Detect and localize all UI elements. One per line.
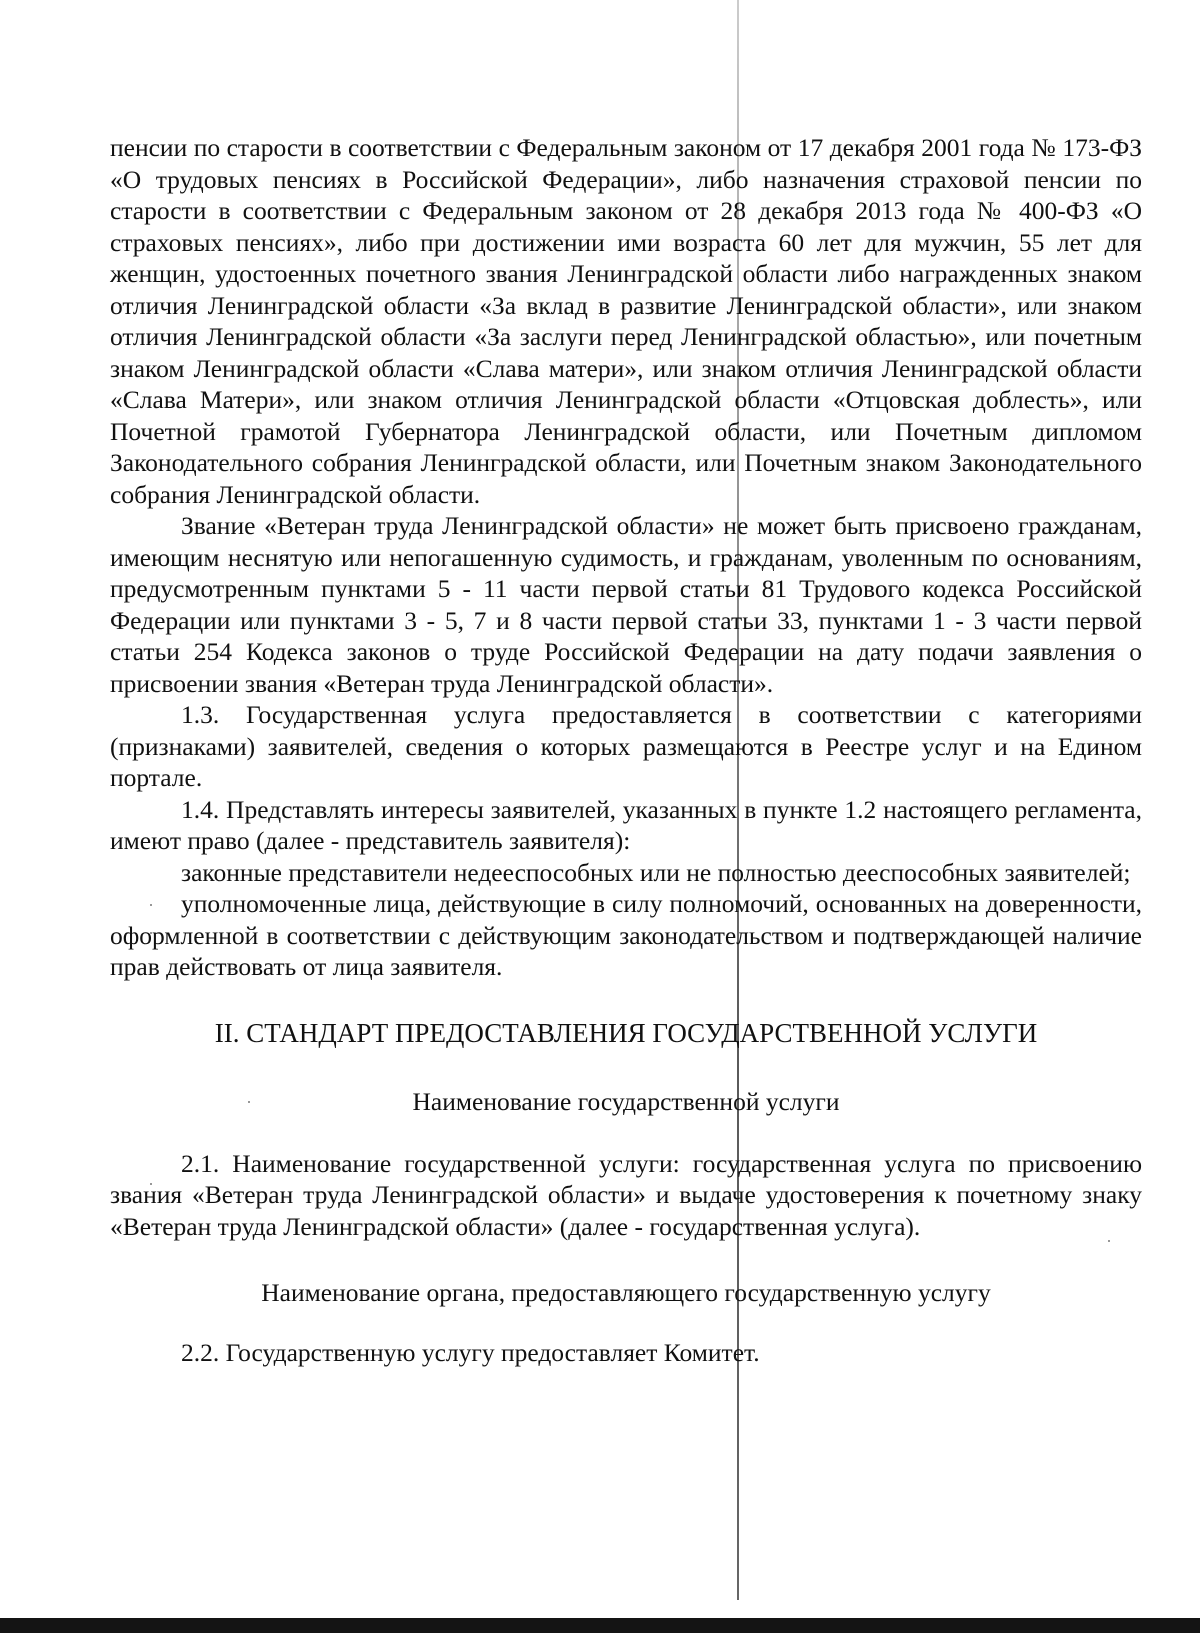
subheading-organ: Наименование органа, предоставляющего государственную услугу [261, 1278, 991, 1307]
paragraph-pension-continuation: пенсии по старости в соответствии с Федеральным законом от 17 декабря 2001 года № 173-ФЗ «О трудовых пенсиях в Российской Федерации», либо назначения страховой пенсии по старости в соответствии с Федеральным законом от 28 декабря 2013 года № 400-ФЗ «О страховых пенсиях», либо при достижении ими возраста 60 лет для мужчин, 55 лет для женщин, удостоенных почетного звания Ленинградской области либо награжденных знаком отличия Ленинградской области «За вклад в развитие Ленинградской области», или знаком отличия Ленинградской области «За заслуги перед Ленинградской областью», или почетным знаком Ленинградской области «Слава матери», или знаком отличия Ленинградской области «Слава Матери», или знаком отличия Ленинградской области «Отцовская доблесть», или Почетной грамотой Губернатора Ленинградской области, или Почетным дипломом Законодательного собрания Ленинградской области, или Почетным знаком Законодательного собрания Ленинградской области. [110, 133, 1142, 509]
document-body [110, 132, 1142, 1368]
subheading-service-name: Наименование государственной услуги [412, 1087, 840, 1116]
paragraph-1-3: 1.3. Государственная услуга предоставляется в соответствии с категориями (признаками) заявителей, сведения о которых размещаются в Реестре услуг и на Едином портале. [110, 700, 1142, 792]
paragraph-veteran-restriction: Звание «Ветеран труда Ленинградской области» не может быть присвоено гражданам, имеющим неснятую или непогашенную судимость, и гражданам, уволенным по основаниям, предусмотренным пунктами 5 - 11 части первой статьи 81 Трудового кодекса Российской Федерации или пунктами 3 - 5, 7 и 8 части первой статьи 33, пунктами 1 - 3 части первой статьи 254 Кодекса законов о труде Российской Федерации на дату подачи заявления о присвоении звания «Ветеран труда Ленинградской области». [110, 511, 1142, 698]
paragraph-2-1: 2.1. Наименование государственной услуги: государственная услуга по присвоению звания «Ветеран труда Ленинградской области» и выдаче удостоверения к почетному знаку «Ветеран труда Ленинградской области» (далее - государственная услуга). [110, 1148, 1142, 1241]
paragraph-legal-representatives: законные представители недееспособных или не полностью дееспособных заявителей; [181, 857, 1131, 887]
paragraph-1-4: 1.4. Представлять интересы заявителей, указанных в пункте 1.2 настоящего регламента, имеют право (далее - представитель заявителя): [110, 794, 1142, 855]
scan-bottom-edge [0, 1618, 1200, 1633]
section-heading: II. СТАНДАРТ ПРЕДОСТАВЛЕНИЯ ГОСУДАРСТВЕННОЙ УСЛУГИ [214, 1017, 1038, 1048]
paragraph-2-2: 2.2. Государственную услугу предоставляет Комитет. [181, 1337, 760, 1367]
paragraph-authorized-persons: уполномоченные лица, действующие в силу полномочий, основанных на доверенности, оформленной в соответствии с действующим законодательством и подтверждающей наличие прав действовать от лица заявителя. [110, 889, 1142, 981]
